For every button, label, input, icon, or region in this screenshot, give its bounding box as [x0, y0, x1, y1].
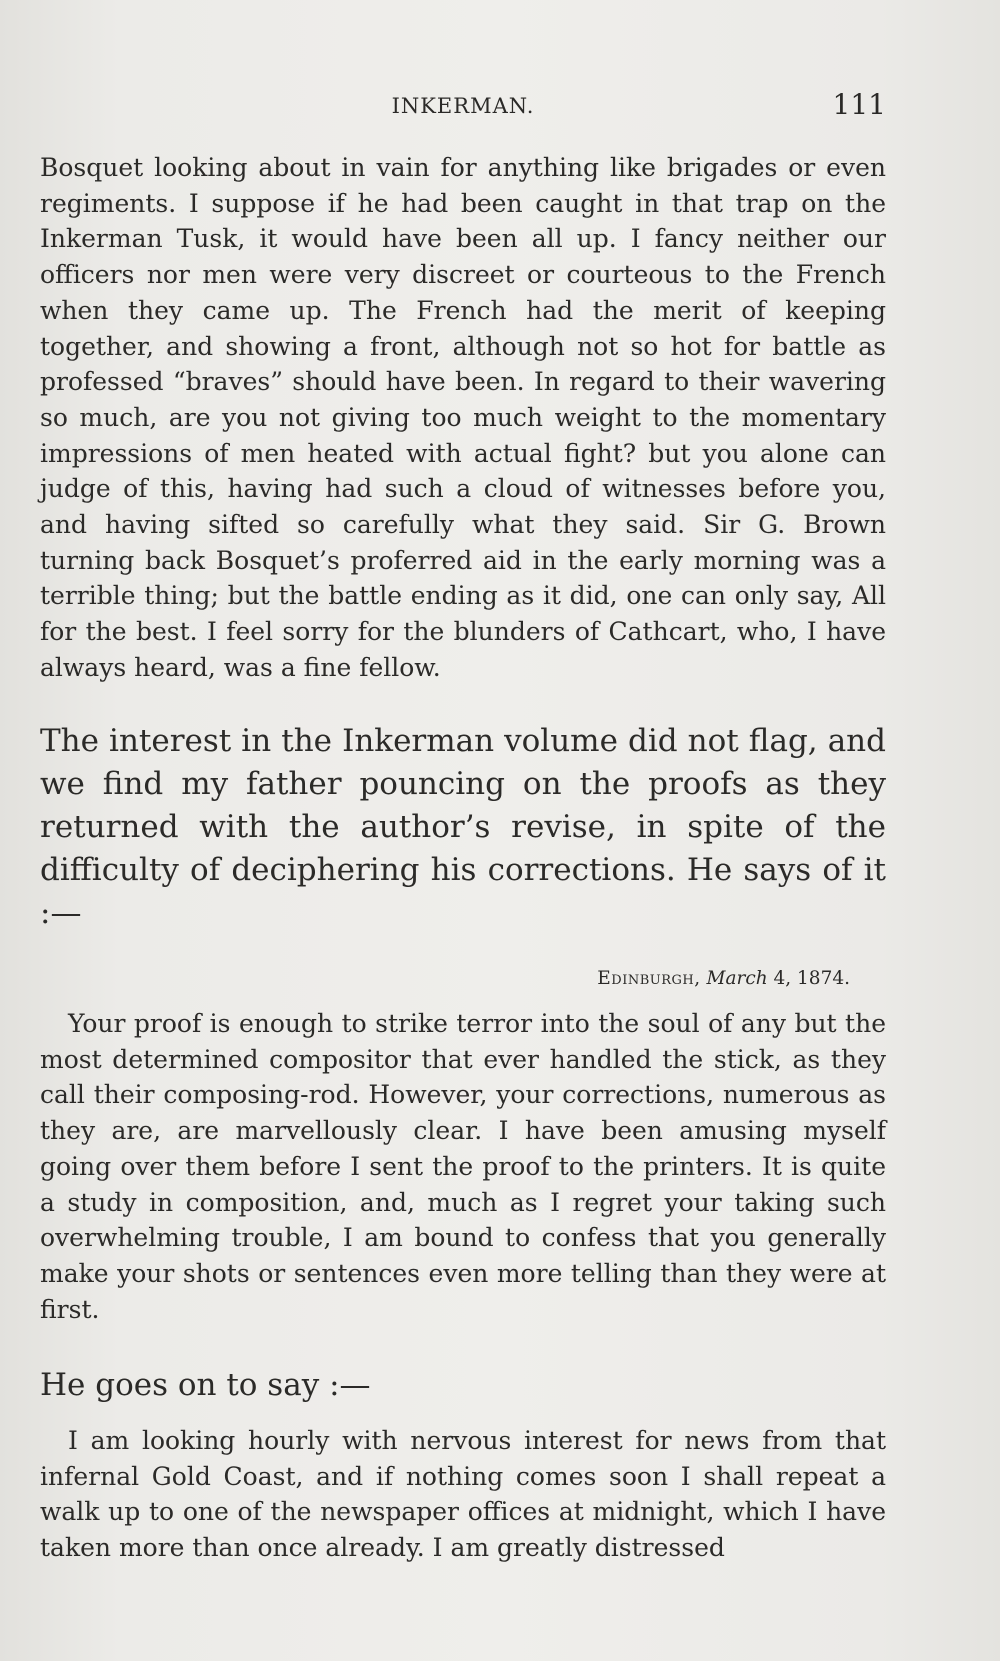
- page-number: 111: [832, 88, 886, 121]
- dateline-place: Edinburgh,: [597, 968, 701, 989]
- letter-dateline: [597, 968, 850, 989]
- narrative-paragraph-proofs: The interest in the Inkerman volume did not flag, and we find my father pouncing on the proofs as they returned with the author’s revise, in spite of the difficulty of deciphering his corrections. He says of it :—: [40, 723, 886, 931]
- letter-paragraph-gold-coast: I am looking hourly with nervous interest for news from that infernal Gold Coast, and if nothing comes soon I shall repeat a walk up to one of the newspaper offices at midnight, which I have taken more than once already. I am greatly distressed: [40, 1426, 886, 1563]
- dateline-day-year: 4, 1874.: [773, 968, 850, 989]
- running-title: INKERMAN.: [391, 94, 535, 118]
- page-header: [40, 88, 886, 128]
- letter-paragraph-proof: Your proof is enough to strike terror into the soul of any but the most determined compositor that ever handled the stick, as they call their composing-rod. However, your corrections, numerous as they are, are marvellously clear. I have been amusing myself going over them before I sent the proof to the printers. It is quite a study in composition, and, much as I regret your taking such overwhelming trouble, I am bound to confess that you generally make your shots or sentences even more telling than they were at first.: [40, 1009, 886, 1324]
- letter-paragraph-inkerman: Bosquet looking about in vain for anything like brigades or even regiments. I suppose if he had been caught in that trap on the Inkerman Tusk, it would have been all up. I fancy neither our officers nor men were very discreet or courteous to the French when they came up. The French had the merit of keeping together, and showing a front, although not so hot for battle as professed “braves” should have been. In regard to their wavering so much, are you not giving too much weight to the momentary impressions of men heated with actual fight? but you alone can judge of this, having had such a cloud of witnesses before you, and having sifted so carefully what they said. Sir G. Brown turning back Bosquet’s proferred aid in the early morning was a terrible thing; but the battle ending as it did, one can only say, All for the best. I feel sorry for the blunders of Cathcart, who, I have always heard, was a fine fellow.: [40, 153, 886, 682]
- narrative-paragraph-goes-on: He goes on to say :—: [40, 1367, 371, 1403]
- dateline-month: March: [706, 968, 768, 989]
